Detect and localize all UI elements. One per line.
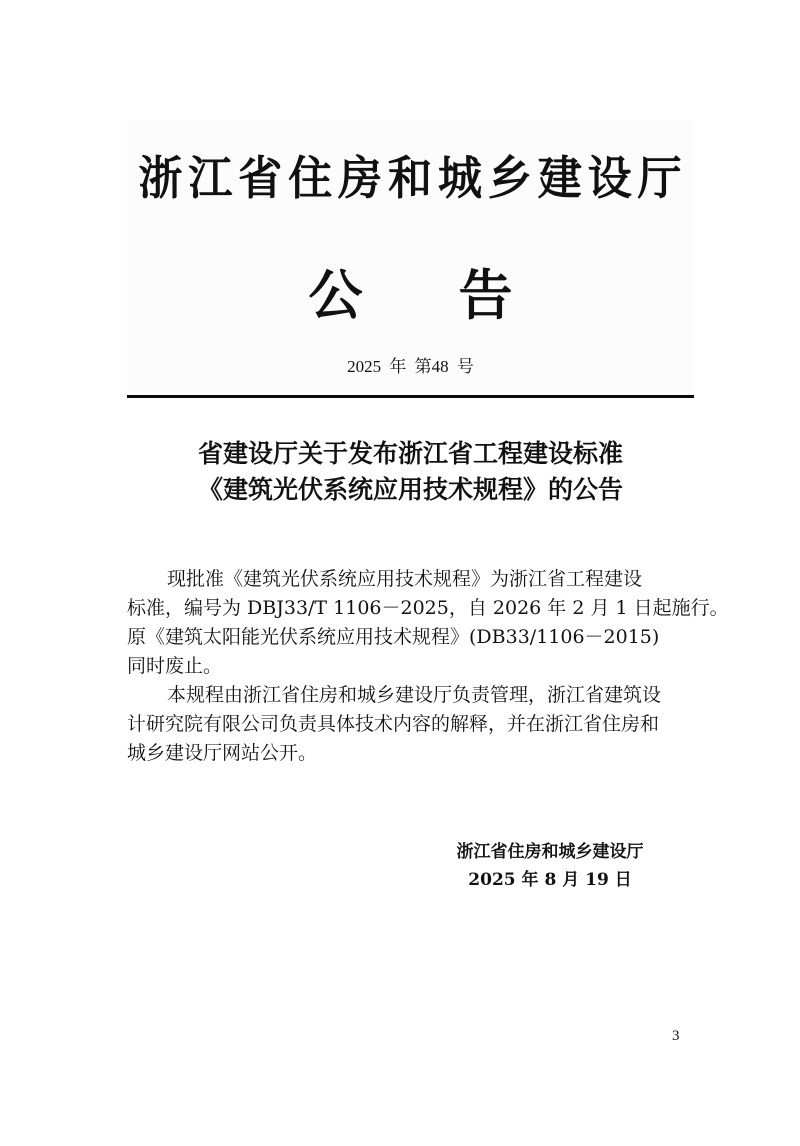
organization-title: 浙江省住房和城乡建设厅 [138, 151, 688, 205]
page-number: 3 [672, 1028, 680, 1044]
subject-line-2: 《建筑光伏系统应用技术规程》的公告 [197, 475, 623, 504]
paragraph-2 [127, 681, 694, 768]
subject-line-1: 省建设厅关于发布浙江省工程建设标准 [197, 439, 623, 468]
notice-title-right: 告 [458, 263, 513, 327]
paragraph-line: 城乡建设厅网站公开。 [127, 742, 318, 764]
notice-number: 2025 年 第48 号 [347, 357, 474, 376]
notice-title-left: 公 [308, 263, 363, 327]
signature-block [420, 838, 680, 894]
paragraph-line: 计研究院有限公司负责具体技术内容的解释，并在浙江省住房和 [127, 713, 660, 735]
paragraph-line: 原《建筑太阳能光伏系统应用技术规程》(DB33/1106－2015) [127, 626, 660, 648]
paragraph-1 [127, 565, 729, 681]
notice-title [127, 262, 694, 328]
body-text [127, 565, 729, 768]
paragraph-line: 同时废止。 [127, 655, 223, 677]
paragraph-line: 标准，编号为 DBJ33/T 1106－2025，自 2026 年 2 月 1 日起施行。 [127, 597, 729, 619]
signature-issuer: 浙江省住房和城乡建设厅 [456, 842, 644, 862]
subject-heading [127, 436, 694, 508]
paragraph-line: 现批准《建筑光伏系统应用技术规程》为浙江省工程建设 [167, 568, 643, 590]
signature-date: 2025 年 8 月 19 日 [468, 870, 632, 890]
paragraph-line: 本规程由浙江省住房和城乡建设厅负责管理，浙江省建筑设 [167, 684, 662, 706]
header-divider [127, 395, 694, 398]
